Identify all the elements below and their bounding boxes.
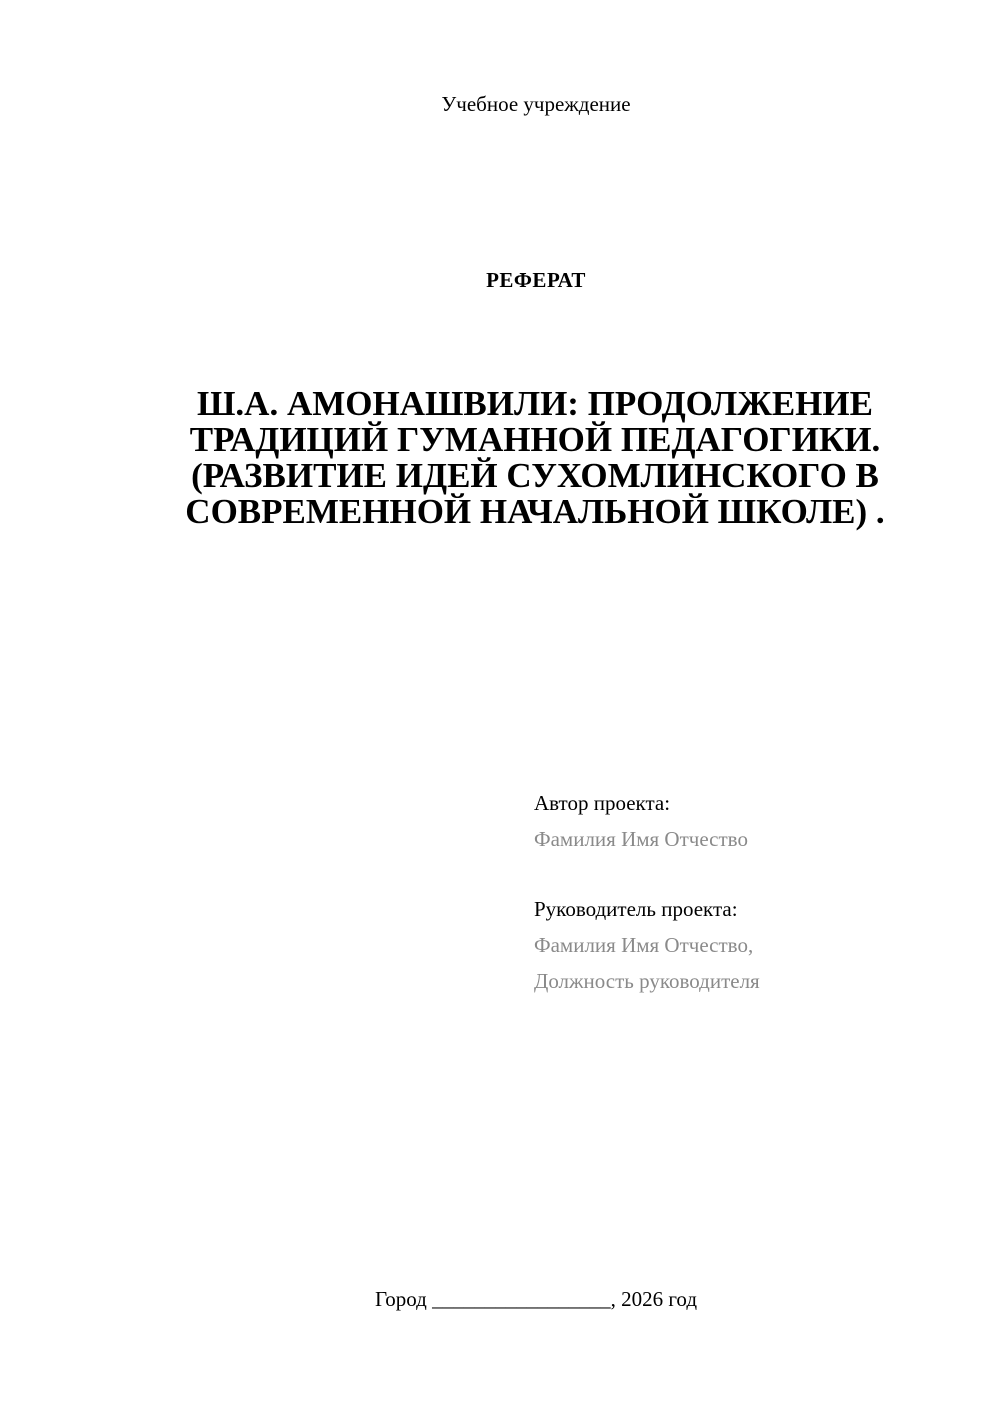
- author-name: Фамилия Имя Отчество: [534, 827, 748, 851]
- institution-name: Учебное учреждение: [441, 92, 631, 116]
- supervisor-position: Должность руководителя: [534, 969, 760, 993]
- city-year-line: Город _________________, 2026 год: [374, 1287, 698, 1311]
- document-title: Ш.А. АМОНАШВИЛИ: ПРОДОЛЖЕНИЕ ТРАДИЦИЙ ГУМАННОЙ ПЕДАГОГИКИ. (РАЗВИТИЕ ИДЕЙ СУХОМЛИНСКОГО В СОВРЕМЕННОЙ НАЧАЛЬНОЙ ШКОЛЕ) .: [185, 384, 885, 531]
- author-label: Автор проекта:: [534, 791, 671, 815]
- author-block: [534, 785, 974, 857]
- supervisor-block: [534, 891, 974, 999]
- supervisor-name: Фамилия Имя Отчество,: [534, 933, 754, 957]
- document-type: РЕФЕРАТ: [486, 268, 586, 292]
- supervisor-label: Руководитель проекта:: [534, 897, 738, 921]
